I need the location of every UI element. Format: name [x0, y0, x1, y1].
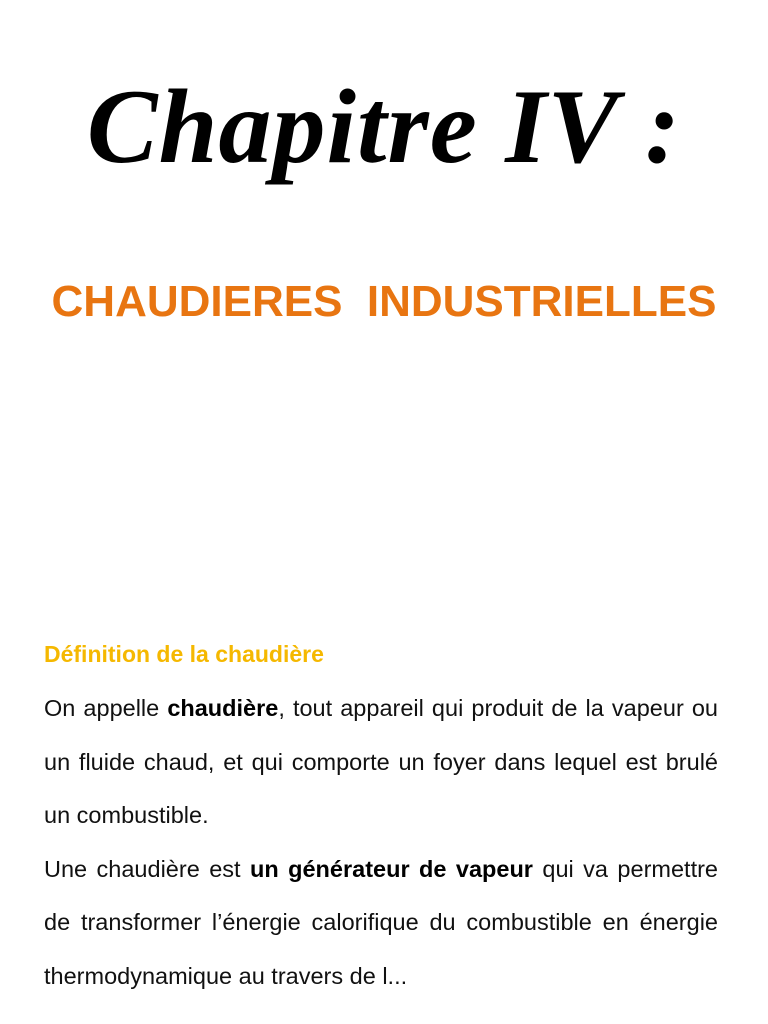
paragraph-text: qui va permettre de transformer l’énergie calorifique du combustible en énergie thermodynamique au travers de l...: [44, 855, 718, 989]
chapter-subtitle: CHAUDIERES INDUSTRIELLES: [51, 277, 717, 326]
paragraph-text: Une chaudière est: [44, 855, 250, 882]
definition-paragraph: [44, 682, 718, 843]
chapter-title: Chapitre IV :: [86, 68, 682, 185]
section-body: [44, 682, 718, 1003]
paragraph-text: On appelle: [44, 695, 168, 721]
generator-paragraph: [44, 843, 718, 1004]
section-heading: Définition de la chaudière: [44, 641, 324, 667]
paragraph-text: , tout appareil qui produit de la vapeur ou un fluide chaud, et qui comporte un foyer dans lequel est brulé un combustible.: [44, 695, 718, 828]
bold-term: chaudière: [167, 695, 279, 721]
bold-term: un générateur de vapeur: [249, 855, 533, 882]
